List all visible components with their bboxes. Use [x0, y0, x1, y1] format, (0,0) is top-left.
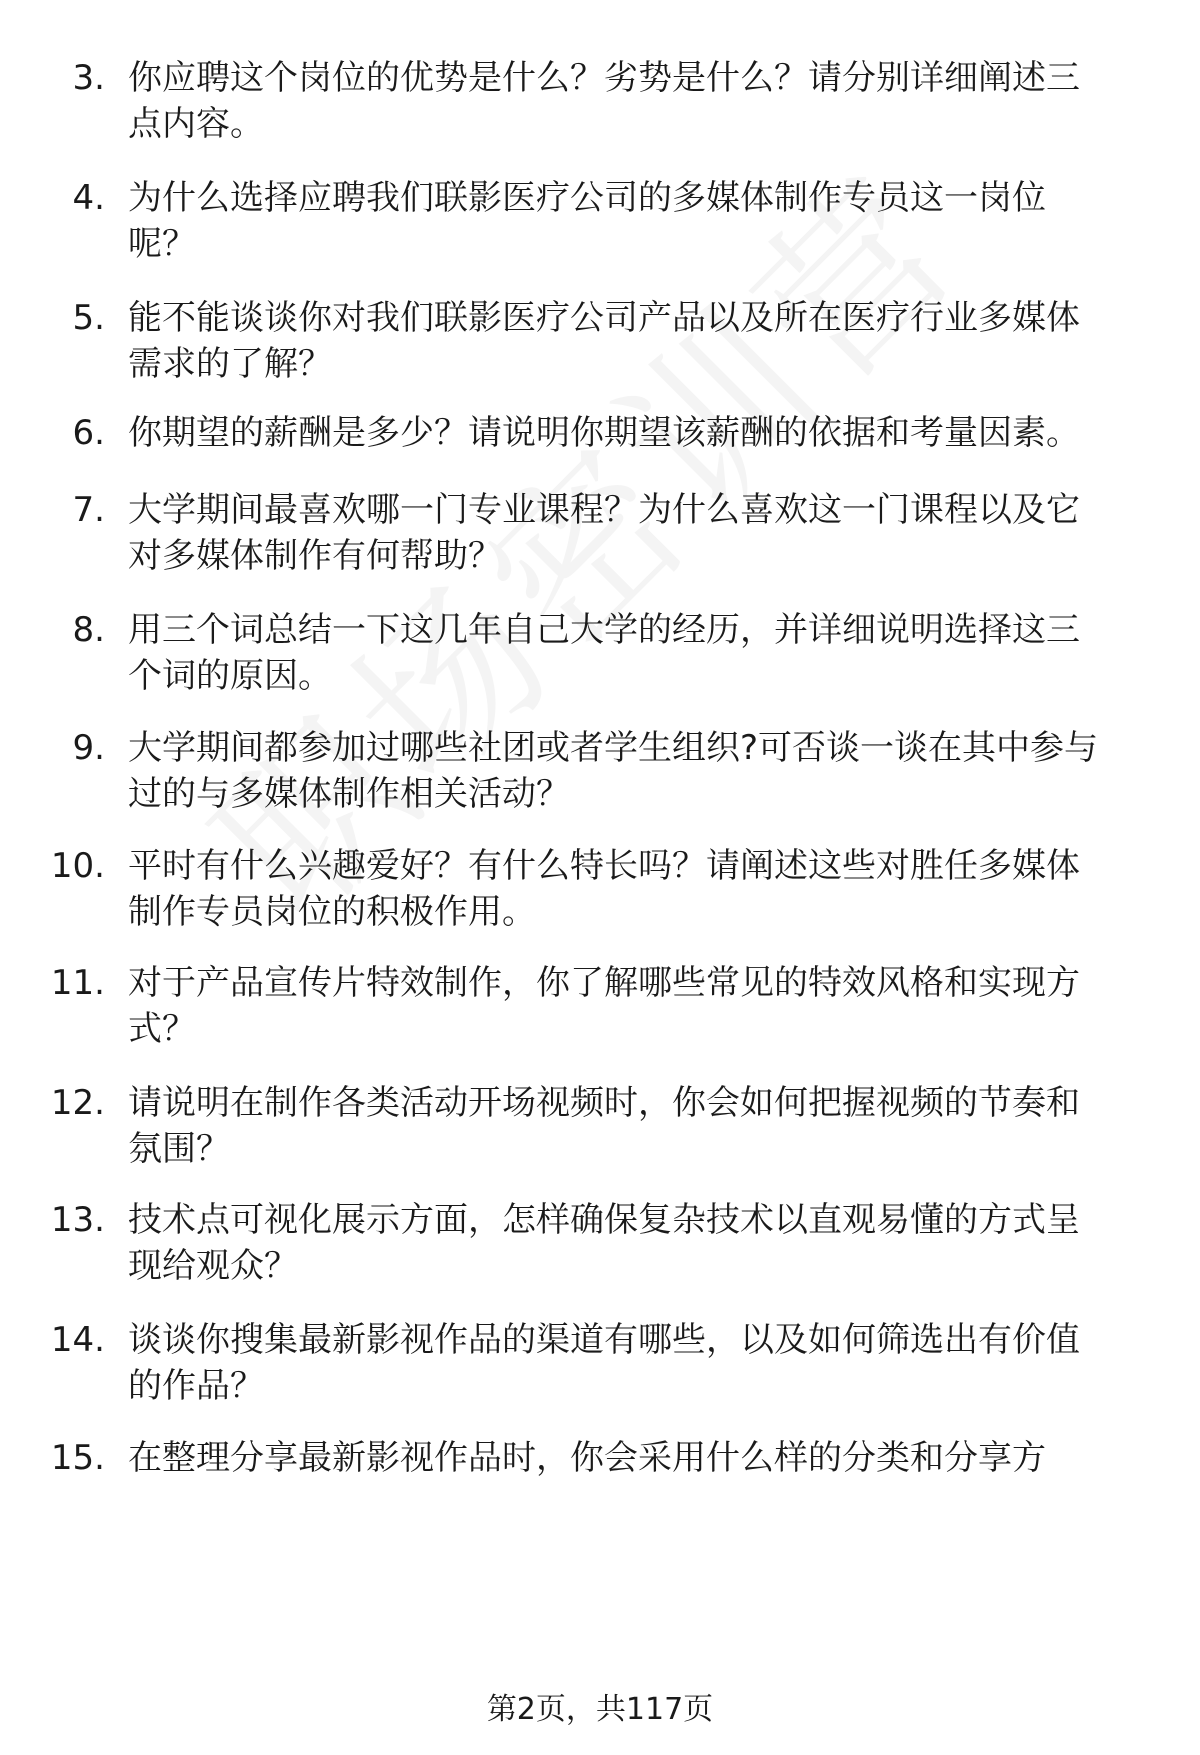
question-text-line: 个词的原因。: [128, 656, 332, 696]
question-number: 13.: [50, 1200, 105, 1240]
question-number: 12.: [50, 1083, 105, 1123]
question-text-line: 谈谈你搜集最新影视作品的渠道有哪些，以及如何筛选出有价值: [128, 1320, 1080, 1360]
question-text: [128, 1197, 1158, 1289]
question-number: 10.: [50, 846, 105, 886]
question-number: 8.: [72, 610, 105, 650]
question-text-line: 需求的了解？: [128, 344, 332, 384]
question-text-line: 的作品？: [128, 1366, 264, 1406]
question-text-line: 制作专员岗位的积极作用。: [128, 892, 536, 932]
question-text: [128, 725, 1158, 817]
question-text-line: 平时有什么兴趣爱好？有什么特长吗？请阐述这些对胜任多媒体: [128, 846, 1080, 886]
question-text: [128, 410, 1158, 456]
question-text-line: 氛围？: [128, 1129, 230, 1169]
question-text-line: 点内容。: [128, 104, 264, 144]
question-text-line: 呢？: [128, 224, 196, 264]
question-text-line: 请说明在制作各类活动开场视频时，你会如何把握视频的节奏和: [128, 1083, 1080, 1123]
question-text-line: 技术点可视化展示方面，怎样确保复杂技术以直观易懂的方式呈: [128, 1200, 1080, 1240]
question-text: [128, 843, 1158, 935]
question-number: 14.: [50, 1320, 105, 1360]
question-text-line: 过的与多媒体制作相关活动？: [128, 774, 570, 814]
question-text-line: 你期望的薪酬是多少？请说明你期望该薪酬的依据和考量因素。: [128, 413, 1080, 453]
question-text: [128, 487, 1158, 579]
question-text-line: 你应聘这个岗位的优势是什么？劣势是什么？请分别详细阐述三: [128, 58, 1080, 98]
question-number: 15.: [50, 1438, 105, 1478]
question-number: 5.: [72, 298, 105, 338]
question-text: [128, 607, 1158, 699]
question-text-line: 用三个词总结一下这几年自己大学的经历，并详细说明选择这三: [128, 610, 1080, 650]
question-text: [128, 1317, 1158, 1409]
question-text: [128, 960, 1158, 1052]
page-footer: 第2页，共117页: [486, 1692, 714, 1727]
question-text: [128, 1435, 1158, 1481]
question-number: 3.: [72, 58, 105, 98]
question-number: 4.: [72, 178, 105, 218]
question-text-line: 现给观众？: [128, 1246, 298, 1286]
question-text-line: 大学期间都参加过哪些社团或者学生组织?可否谈一谈在其中参与: [128, 728, 1099, 768]
question-text-line: 对多媒体制作有何帮助？: [128, 536, 502, 576]
question-number: 9.: [72, 728, 105, 768]
question-text: [128, 1080, 1158, 1172]
question-text: [128, 175, 1158, 267]
question-text: [128, 295, 1158, 387]
question-text-line: 对于产品宣传片特效制作，你了解哪些常见的特效风格和实现方: [128, 963, 1080, 1003]
question-text-line: 式？: [128, 1009, 196, 1049]
question-text-line: 能不能谈谈你对我们联影医疗公司产品以及所在医疗行业多媒体: [128, 298, 1080, 338]
question-number: 11.: [50, 963, 105, 1003]
question-text-line: 在整理分享最新影视作品时，你会采用什么样的分类和分享方: [128, 1438, 1046, 1478]
question-text-line: 为什么选择应聘我们联影医疗公司的多媒体制作专员这一岗位: [128, 178, 1046, 218]
question-number: 7.: [72, 490, 105, 530]
question-text-line: 大学期间最喜欢哪一门专业课程？为什么喜欢这一门课程以及它: [128, 490, 1080, 530]
question-number: 6.: [72, 413, 105, 453]
question-text: [128, 55, 1158, 147]
